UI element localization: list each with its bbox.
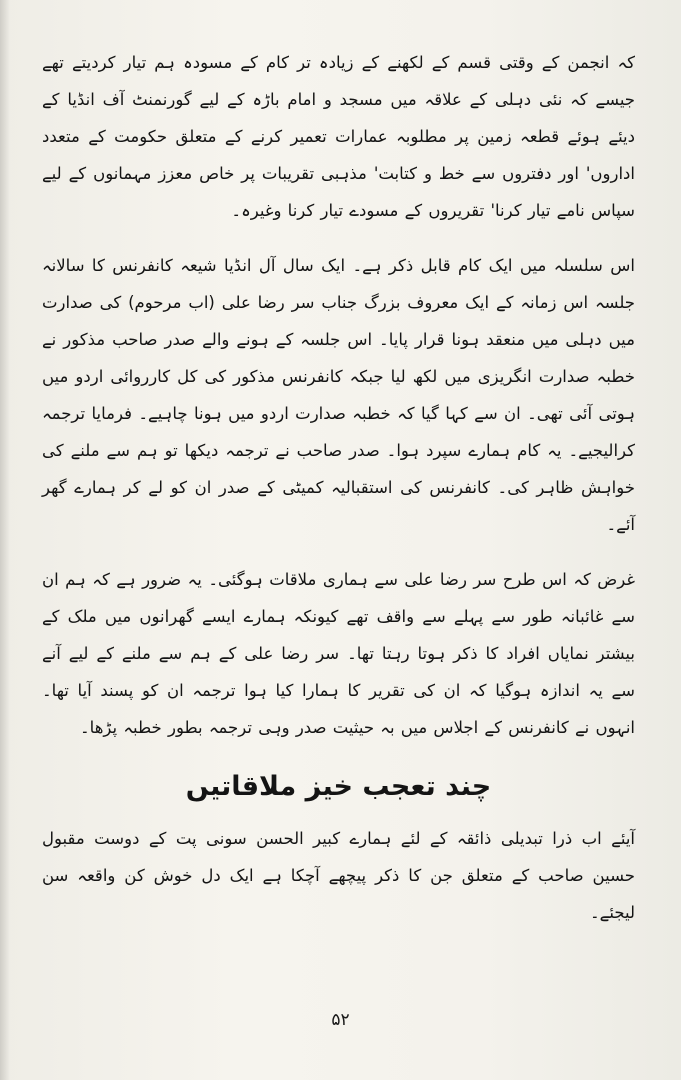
page-body bbox=[42, 44, 635, 931]
paragraph-1: کہ انجمن کے وقتی قسم کے لکھنے کے زیادہ تر کام کے مسودہ ہم تیار کردیتے تھے جیسے کہ نئی دہلی کے علاقہ میں مسجد و امام باڑہ کے لیے گورنمنٹ آف انڈیا کے دیئے ہوئے قطعہ زمین پر مطلوبہ عمارات تعمیر کرنے کے متعلق حکومت کے متعدد اداروں' اور دفتروں سے خط و کتابت' مذہبی تقریبات پر خاص معزز مہمانوں کے لیے سپاس نامے تیار کرنا' تقریروں کے مسودے تیار کرنا وغیرہ۔ bbox=[42, 53, 635, 220]
section-heading: چند تعجب خیز ملاقاتیں bbox=[185, 771, 492, 802]
paragraph-2: اس سلسلہ میں ایک کام قابل ذکر ہے۔ ایک سال آل انڈیا شیعہ کانفرنس کا سالانہ جلسہ اس زمانہ کے ایک معروف بزرگ جناب سر رضا علی (اب مرحوم) کی صدارت میں دہلی میں منعقد ہونا قرار پایا۔ اس جلسہ کے ہونے والے صدر صاحب مذکور نے خطبہ صدارت انگریزی میں لکھ لیا جبکہ کانفرنس مذکور کی کل کارروائی اردو میں ہوتی آئی تھی۔ ان سے کہا گیا کہ خطبہ صدارت اردو میں ہونا چاہیے۔ فرمایا ترجمہ کرالیجیے۔ یہ کام ہمارے سپرد ہوا۔ صدر صاحب نے ترجمہ دیکھا تو ہم سے ملنے کی خواہش ظاہر کی۔ کانفرنس کی استقبالیہ کمیٹی کے صدر ان کو لے کر ہمارے گھر آئے۔ bbox=[42, 256, 635, 534]
page-number: ۵۲ bbox=[331, 1010, 350, 1030]
paragraph-3: غرض کہ اس طرح سر رضا علی سے ہماری ملاقات ہوگئی۔ یہ ضرور ہے کہ ہم ان سے غائبانہ طور سے پہلے سے واقف تھے کیونکہ ہمارے ایسے گھرانوں میں ملک کے بیشتر نمایاں افراد کا ذکر ہوتا رہتا تھا۔ سر رضا علی کے ہم سے ملنے کے لیے آنے سے یہ اندازہ ہوگیا کہ ان کی تقریر کا ہمارا کیا ہوا ترجمہ ان کو پسند آیا تھا۔ انہوں نے کانفرنس کے اجلاس میں بہ حیثیت صدر وہی ترجمہ بطور خطبہ پڑھا۔ bbox=[42, 570, 635, 737]
closing-paragraph: آیئے اب ذرا تبدیلی ذائقہ کے لئے ہمارے کبیر الحسن سونی پت کے دوست مقبول حسین صاحب کے متعلق جن کا ذکر پیچھے آچکا ہے ایک دل خوش کن واقعہ سن لیجئے۔ bbox=[42, 829, 635, 922]
